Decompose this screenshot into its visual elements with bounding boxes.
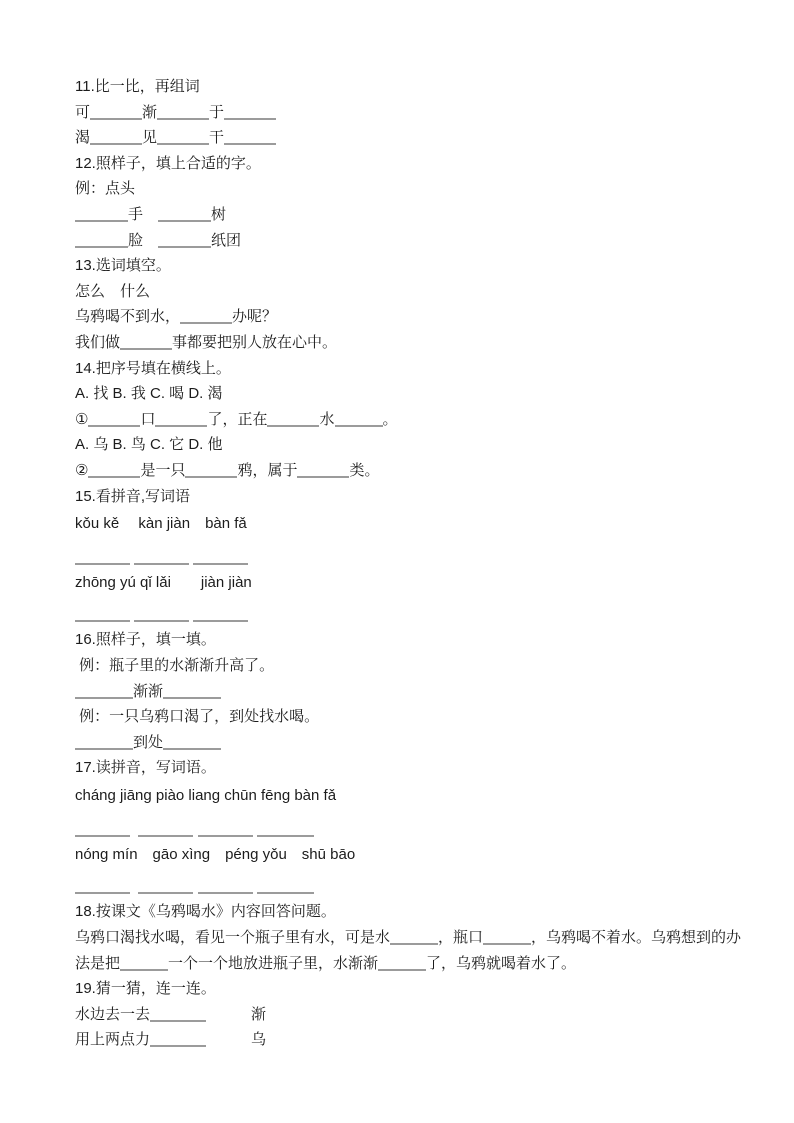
answer-blank[interactable] [88,476,140,478]
question-12 [75,151,784,253]
question-18 [75,899,784,976]
answer-blank[interactable] [134,620,189,622]
answer-blank[interactable] [157,143,209,145]
answer-blank[interactable] [198,835,253,837]
worksheet-line [75,899,784,925]
answer-blank[interactable] [150,1045,206,1047]
text-run: zhōng yú qǐ lǎi jiàn jiàn [75,574,252,592]
worksheet-line [75,458,784,484]
text-run: ，瓶口 [438,929,484,946]
worksheet-line [75,484,784,510]
answer-blank[interactable] [297,476,349,478]
worksheet-line [75,279,784,305]
text-run: 手 [128,205,159,223]
answer-blank[interactable] [257,835,314,837]
worksheet-line [75,627,784,653]
answer-blank[interactable] [180,322,232,324]
text-run: 树 [211,205,227,223]
answer-blank[interactable] [150,1020,206,1022]
answer-blank[interactable] [163,748,221,750]
text-run: 了，乌鸦就喝着水了。 [426,954,577,972]
worksheet-line [75,176,784,202]
worksheet-line [75,202,784,228]
text-run [206,1031,251,1048]
worksheet-line [75,783,784,809]
text-run: 12.照样子，填上合适的字。 [75,154,261,172]
answer-blank[interactable] [75,220,128,222]
text-run: 法是把 [75,954,121,972]
worksheet-line [75,432,784,458]
worksheet-line [75,1027,784,1053]
text-run: 13.选词填空。 [75,257,171,275]
text-run: 乌鸦喝不到水， [75,308,181,326]
question-15 [75,484,784,628]
worksheet-line [75,874,784,900]
text-run [130,821,138,838]
text-run: 渐渐 [133,682,164,700]
question-16 [75,627,784,755]
text-run: 口 [140,410,156,428]
text-run: 鸦，属于 [237,461,298,479]
answer-blank[interactable] [158,246,211,248]
answer-blank[interactable] [134,563,189,565]
answer-blank[interactable] [390,943,438,945]
text-run: 乌鸦口渴找水喝，看见一个瓶子里有水，可是水 [75,929,391,946]
text-run: 19.猜一猜，连一连。 [75,980,216,998]
answer-blank[interactable] [185,476,237,478]
answer-blank[interactable] [158,220,211,222]
worksheet-line [75,381,784,407]
worksheet-line [75,125,784,151]
worksheet-line [75,100,784,126]
text-run: cháng jiāng piào liang chūn fēng bàn fǎ [75,787,337,805]
worksheet-line [75,228,784,254]
worksheet-line [75,679,784,705]
text-run: 18.按课文《乌鸦喝水》内容回答问题。 [75,903,336,921]
worksheet-line [75,304,784,330]
worksheet-line [75,842,784,868]
worksheet-line [75,817,784,843]
worksheet-line [75,755,784,781]
worksheet-line [75,151,784,177]
answer-blank[interactable] [193,563,248,565]
text-run: 用上两点力 [75,1031,151,1049]
answer-blank[interactable] [75,246,128,248]
text-run: 例：点头 [75,180,136,198]
answer-blank[interactable] [224,118,276,120]
answer-blank[interactable] [75,748,133,750]
answer-blank[interactable] [120,348,172,350]
worksheet-line [75,407,784,433]
text-run: A. 乌 B. 鸟 C. 它 D. 他 [75,436,223,454]
text-run: 15.看拼音,写词语 [75,487,191,505]
text-run: 例：瓶子里的水渐渐升高了。 [75,657,275,675]
worksheet-line [75,730,784,756]
text-run: 脸 [128,231,159,249]
text-run [206,1006,251,1023]
worksheet-line [75,1002,784,1028]
answer-blank[interactable] [483,943,531,945]
text-run [130,878,138,895]
text-run: 于 [209,103,225,121]
worksheet-line [75,704,784,730]
text-run: A. 找 B. 我 C. 喝 D. 渴 [75,385,223,403]
text-run: 类。 [349,461,380,479]
answer-blank[interactable] [75,892,130,894]
answer-blank[interactable] [163,697,221,699]
text-run: 水 [319,410,335,428]
worksheet-line [75,602,784,628]
text-run: 14.把序号填在横线上。 [75,359,231,377]
text-run: ① [75,410,89,428]
text-run: ，乌鸦喝不着水。乌鸦想到的办 [531,929,742,946]
answer-blank[interactable] [193,620,248,622]
answer-blank[interactable] [138,892,193,894]
text-run: 11.比一比，再组词 [75,78,200,95]
text-run: 见 [142,129,158,147]
question-13 [75,253,784,355]
worksheet-line [75,511,784,537]
answer-blank[interactable] [75,563,130,565]
answer-blank[interactable] [75,835,130,837]
text-run: 一个一个地放进瓶子里，水渐渐 [168,954,379,972]
worksheet-line [75,74,784,100]
text-run: 渐 [142,103,158,121]
answer-blank[interactable] [120,969,168,971]
text-run: 到处 [133,733,164,751]
text-run: 例：一只乌鸦口渴了，到处找水喝。 [75,708,320,726]
text-run: 乌 [251,1031,267,1049]
text-run: 16.照样子，填一填。 [75,631,216,649]
text-run: 。 [382,410,398,428]
answer-blank[interactable] [257,892,314,894]
answer-blank[interactable] [267,425,319,427]
worksheet [75,74,784,1053]
answer-blank[interactable] [90,143,142,145]
worksheet-line [75,951,784,977]
text-run: 是一只 [140,461,186,479]
answer-blank[interactable] [138,835,193,837]
text-run: 我们做 [75,333,121,351]
answer-blank[interactable] [335,425,383,427]
question-17 [75,755,784,899]
worksheet-line [75,253,784,279]
answer-blank[interactable] [75,697,133,699]
worksheet-line [75,570,784,596]
text-run: 事都要把别人放在心中。 [172,333,338,351]
worksheet-line [75,330,784,356]
text-run: 纸团 [211,231,242,249]
worksheet-line [75,976,784,1002]
answer-blank[interactable] [378,969,426,971]
text-run: 渐 [251,1005,267,1023]
question-19 [75,976,784,1053]
answer-blank[interactable] [155,425,207,427]
text-run: 渴 [75,129,91,147]
answer-blank[interactable] [75,620,130,622]
question-11 [75,74,784,151]
question-14 [75,356,784,484]
text-run: 怎么 什么 [75,282,151,300]
text-run: 了，正在 [207,410,268,428]
answer-blank[interactable] [90,118,142,120]
text-run: nóng mín gāo xìng péng yǒu shū bāo [75,846,356,864]
answer-blank[interactable] [224,143,276,145]
text-run: ② [75,461,89,479]
text-run: kǒu kě kàn jiàn bàn fǎ [75,515,247,533]
text-run: 可 [75,103,91,121]
worksheet-line [75,545,784,571]
text-run: 17.读拼音，写词语。 [75,759,216,777]
worksheet-line [75,356,784,382]
text-run: 干 [209,129,225,147]
worksheet-line [75,653,784,679]
answer-blank[interactable] [198,892,253,894]
text-run: 办呢？ [232,308,278,326]
answer-blank[interactable] [157,118,209,120]
text-run: 水边去一去 [75,1005,151,1023]
answer-blank[interactable] [88,425,140,427]
worksheet-line [75,925,784,951]
